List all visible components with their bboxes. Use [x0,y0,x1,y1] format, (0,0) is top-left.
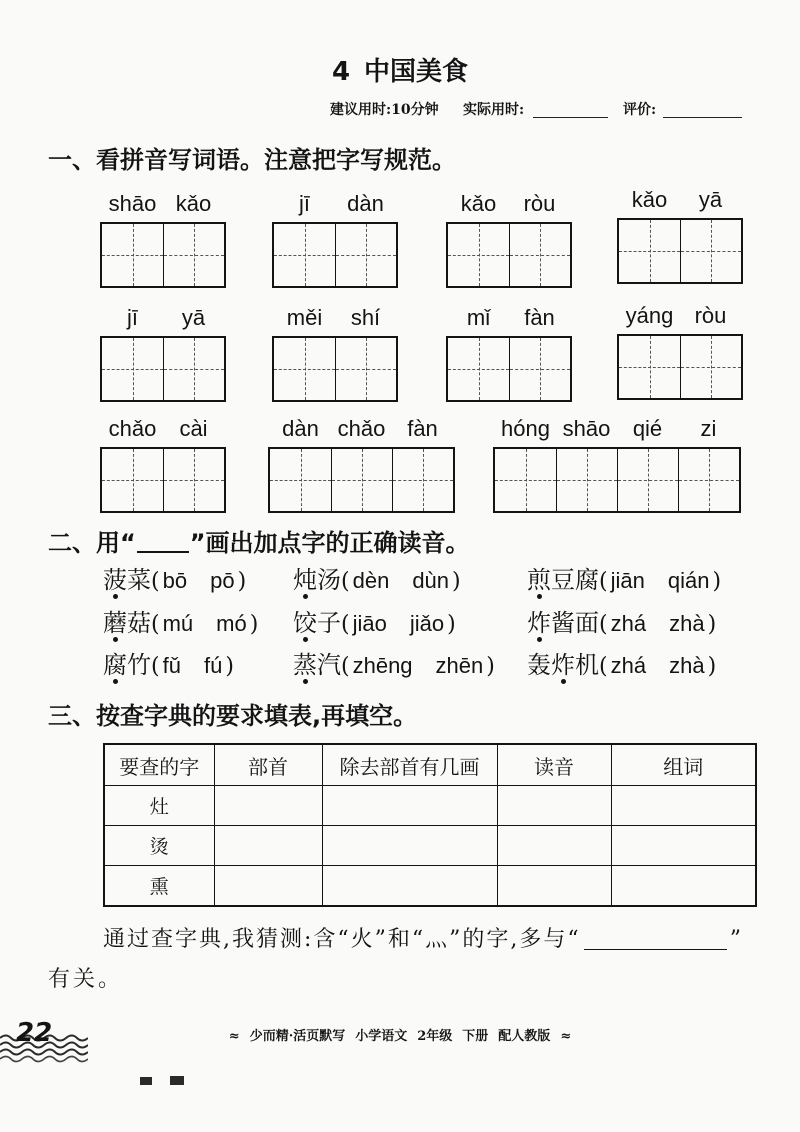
tianzige-cell[interactable] [274,224,335,286]
word-kao-ya [617,186,743,284]
header-pronunciation: 读音 [497,744,611,786]
pinyin-syllable: kǎo [175,191,212,216]
word-rest: 汤 [317,566,341,594]
edition: 配人教版 [498,1029,551,1044]
pinyin-syllable: yā [181,305,206,330]
pinyin-syllable: dàn [347,191,384,216]
reading-option[interactable]: zhēng [352,653,413,678]
word-dan-chao-fan [268,415,455,513]
open-paren: ( [151,654,160,679]
reading-item [103,565,246,598]
writing-grid [272,222,398,288]
tianzige-cell[interactable] [102,224,163,286]
open-paren: ( [151,569,160,594]
answer-cell[interactable] [497,826,611,866]
reading-option[interactable]: fǔ [162,653,181,678]
tianzige-cell[interactable] [619,336,680,398]
pinyin-syllable: mǐ [466,305,491,330]
tianzige-cell[interactable] [509,338,570,400]
pinyin-row [100,190,226,218]
writing-grid [617,334,743,400]
subject: 小学语文 [355,1029,408,1044]
answer-cell[interactable] [611,826,756,866]
fill-in-sentence [103,926,743,954]
row-character: 灶 [104,786,214,826]
reading-option[interactable]: fú [203,653,223,678]
close-paren: ) [249,612,259,637]
reading-item [103,650,234,683]
pinyin-row [617,302,743,330]
lesson-number: 4 [331,57,351,87]
tianzige-cell[interactable] [448,338,509,400]
reading-option[interactable]: zhà [669,653,705,678]
tianzige-cell[interactable] [509,224,570,286]
wave-ornament-icon: ≈ [228,1029,240,1044]
reading-option[interactable]: mú [162,611,194,636]
tianzige-cell[interactable] [163,449,224,511]
pinyin-syllable: kǎo [631,187,668,212]
dotted-character: 炖 [293,566,317,594]
word-rest: 菜 [127,566,151,594]
pinyin-syllable: hóng [501,416,550,441]
table-row [104,786,756,826]
word-rest: 豆腐 [551,566,599,594]
dotted-character: 炸 [527,609,551,637]
writing-grid [446,222,572,288]
answer-cell[interactable] [497,866,611,907]
writing-grid [446,336,572,402]
tianzige-cell[interactable] [102,338,163,400]
section2-heading-end: ”画出加点字的正确读音。 [189,529,470,557]
scan-mark [170,1076,184,1085]
reading-option[interactable]: pō [210,568,235,593]
pinyin-syllable: shāo [562,416,611,441]
pinyin-row [268,415,455,443]
close-paren: ) [447,612,456,637]
tianzige-cell[interactable] [331,449,392,511]
tianzige-cell[interactable] [102,449,163,511]
actual-time-label: 实际用时: [463,102,525,118]
underline-sample [137,531,189,553]
actual-time-blank[interactable] [533,101,608,118]
table-row [104,826,756,866]
pinyin-row [100,415,226,443]
word-mi-fan [446,304,572,402]
word-mei-shi [272,304,398,402]
word-hong-shao-qie-zi [493,415,741,513]
word-rest: 酱面 [551,609,599,637]
pinyin-row [446,304,572,332]
pinyin-syllable: jī [299,191,310,216]
reading-option[interactable]: bō [162,568,188,593]
close-paren: ) [237,569,247,594]
word-start: 轰 [527,651,551,679]
dotted-character: 腐 [103,651,127,679]
reading-item [527,650,716,683]
table-header-row [104,744,756,786]
pinyin-syllable: fàn [407,416,438,441]
answer-cell[interactable] [611,786,756,826]
writing-grid [100,222,226,288]
tianzige-cell[interactable] [495,449,556,511]
dotted-character: 煎 [527,566,551,594]
pinyin-syllable: ròu [523,191,556,216]
fill-text-after: ” [729,927,743,952]
tianzige-cell[interactable] [335,224,396,286]
pinyin-syllable: ròu [694,303,727,328]
answer-cell[interactable] [322,786,497,826]
pinyin-syllable: kǎo [460,191,497,216]
tianzige-cell[interactable] [163,224,224,286]
open-paren: ( [151,612,160,637]
word-rest: 子 [317,609,341,637]
reading-option[interactable]: jiān [610,568,645,593]
pinyin-row [446,190,572,218]
pinyin-syllable: shí [350,305,381,330]
reading-option[interactable]: mó [216,611,247,636]
close-paren: ) [707,612,717,637]
table-row [104,866,756,907]
word-rest: 汽 [317,651,341,679]
word-ji-ya [100,304,226,402]
word-shao-kao [100,190,226,288]
tianzige-cell[interactable] [678,449,739,511]
answer-cell[interactable] [497,786,611,826]
reading-option[interactable]: jiǎo [409,611,445,636]
pinyin-syllable: cài [179,416,208,441]
tianzige-cell[interactable] [617,449,678,511]
section3-heading: 三、按查字典的要求填表,再填空。 [48,702,418,730]
section2-heading [48,528,470,558]
pinyin-row [272,190,398,218]
tianzige-cell[interactable] [680,336,741,398]
row-character: 烫 [104,826,214,866]
writing-grid [100,336,226,402]
pinyin-syllable: yā [698,187,723,212]
header-character: 要查的字 [104,744,214,786]
page-title [0,56,800,88]
reading-item [293,565,461,598]
fill-text-line2: 有关。 [48,967,124,992]
word-rest: 机 [575,651,599,679]
open-paren: ( [599,612,608,637]
header-radical: 部首 [214,744,322,786]
word-rest: 竹 [127,651,151,679]
answer-cell[interactable] [322,826,497,866]
pinyin-row [617,186,743,214]
term: 下册 [462,1029,489,1044]
close-paren: ) [452,569,461,594]
row-character: 熏 [104,866,214,907]
dotted-character: 菠 [103,566,127,594]
evaluation-blank[interactable] [663,101,742,118]
word-rest: 菇 [127,609,151,637]
evaluation-label: 评价: [623,102,657,118]
dotted-character: 饺 [293,609,317,637]
answer-cell[interactable] [214,826,322,866]
writing-grid [272,336,398,402]
pinyin-syllable: zi [700,416,717,441]
tianzige-cell[interactable] [619,220,680,282]
answer-cell[interactable] [322,866,497,907]
section1-heading: 一、看拼音写词语。注意把字写规范。 [48,146,456,174]
fill-in-blank[interactable] [584,927,727,950]
reading-option[interactable]: dèn [352,568,390,593]
fill-text-before: 通过查字典,我猜测:含“火”和“灬”的字,多与“ [103,927,581,952]
tianzige-cell[interactable] [270,449,331,511]
writing-grid [493,447,741,513]
pinyin-syllable: měi [286,305,323,330]
reading-option[interactable]: jiāo [352,611,387,636]
pinyin-syllable: shāo [108,191,157,216]
tianzige-cell[interactable] [274,338,335,400]
word-kao-rou [446,190,572,288]
dotted-character: 蒸 [293,651,317,679]
open-paren: ( [341,612,350,637]
tianzige-cell[interactable] [448,224,509,286]
writing-grid [100,447,226,513]
reading-option[interactable]: dùn [412,568,450,593]
reading-item [103,608,258,641]
section2-heading-start: 二、用“ [48,529,136,557]
tianzige-cell[interactable] [556,449,617,511]
tianzige-cell[interactable] [163,338,224,400]
dictionary-table [103,743,757,907]
reading-option[interactable]: zhà [669,611,705,636]
tianzige-cell[interactable] [335,338,396,400]
reading-option[interactable]: zhēn [435,653,484,678]
close-paren: ) [707,654,717,679]
reading-item [527,608,716,641]
scan-mark [140,1077,152,1085]
pinyin-row [272,304,398,332]
writing-grid [268,447,455,513]
pinyin-syllable: fàn [524,305,555,330]
close-paren: ) [225,654,234,679]
open-paren: ( [341,654,350,679]
word-ji-dan [272,190,398,288]
pinyin-syllable: chǎo [337,416,386,441]
tianzige-cell[interactable] [392,449,453,511]
reading-option[interactable]: zhá [610,653,647,678]
answer-cell[interactable] [214,786,322,826]
pinyin-syllable: jī [127,305,138,330]
open-paren: ( [341,569,350,594]
pinyin-row [493,415,741,443]
dotted-character: 炸 [551,651,575,679]
answer-cell[interactable] [611,866,756,907]
pinyin-row [100,304,226,332]
lesson-title: 中国美食 [364,57,469,87]
word-chao-cai [100,415,226,513]
series-name: 少而精·活页默写 [249,1029,346,1044]
wave-ornament-icon: ≈ [560,1029,572,1044]
reading-option[interactable]: qián [667,568,710,593]
footer-series-info [0,1028,800,1046]
close-paren: ) [486,654,495,679]
pinyin-syllable: dàn [282,416,319,441]
reading-item [293,650,495,683]
pinyin-syllable: chǎo [108,416,157,441]
answer-cell[interactable] [214,866,322,907]
reading-item [527,565,721,598]
open-paren: ( [599,569,608,594]
header-word-formation: 组词 [611,744,756,786]
tianzige-cell[interactable] [680,220,741,282]
suggested-time: 建议用时:10分钟 [330,102,439,118]
word-yang-rou [617,302,743,400]
close-paren: ) [712,569,722,594]
writing-grid [617,218,743,284]
header-remaining-strokes: 除去部首有几画 [322,744,497,786]
reading-option[interactable]: zhá [610,611,647,636]
dotted-character: 蘑 [103,609,127,637]
reading-item [293,608,456,641]
pinyin-syllable: yáng [625,303,674,328]
open-paren: ( [599,654,608,679]
grade: 2年级 [417,1029,453,1044]
page-number: 22 [16,1018,53,1048]
pinyin-syllable: qié [632,416,663,441]
